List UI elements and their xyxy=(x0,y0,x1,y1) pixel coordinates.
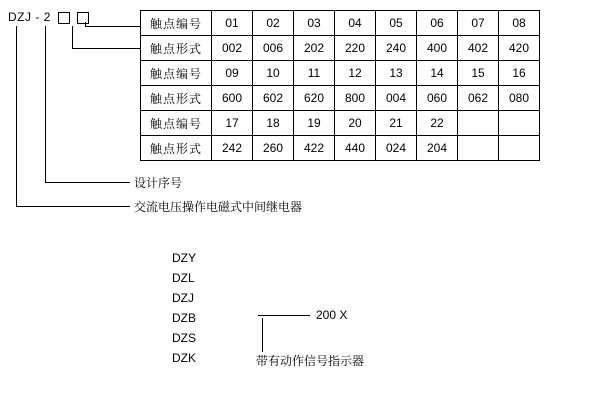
table-cell: 600 xyxy=(212,86,253,111)
table-row xyxy=(141,111,540,136)
leader-product-name-horizontal xyxy=(16,206,130,207)
table-cell: 06 xyxy=(417,11,458,36)
table-cell: 220 xyxy=(335,36,376,61)
row-header: 触点编号 xyxy=(141,11,212,36)
contact-code-table xyxy=(140,10,540,161)
callout-product-name-label: 交流电压操作电磁式中间继电器 xyxy=(134,200,303,214)
row-header: 触点形式 xyxy=(141,86,212,111)
table-cell: 14 xyxy=(417,61,458,86)
table-cell: 420 xyxy=(499,36,540,61)
series-note xyxy=(256,352,364,369)
table-cell: 242 xyxy=(212,136,253,161)
table-cell xyxy=(458,136,499,161)
table-cell: 002 xyxy=(212,36,253,61)
table-cell: 11 xyxy=(294,61,335,86)
table-cell: 204 xyxy=(417,136,458,161)
leader-contact-form-horizontal xyxy=(85,26,140,27)
table-cell: 01 xyxy=(212,11,253,36)
table-cell: 800 xyxy=(335,86,376,111)
table-cell: 062 xyxy=(458,86,499,111)
table-cell: 13 xyxy=(376,61,417,86)
callout-product-name xyxy=(134,198,302,215)
table-row xyxy=(141,11,540,36)
model-dash: - xyxy=(35,10,40,24)
model-box-1 xyxy=(58,12,70,24)
table-cell: 03 xyxy=(294,11,335,36)
table-cell: 09 xyxy=(212,61,253,86)
table-cell: 620 xyxy=(294,86,335,111)
model-series-number: 2 xyxy=(43,10,51,24)
table-cell: 12 xyxy=(335,61,376,86)
table-cell: 04 xyxy=(335,11,376,36)
table-cell: 602 xyxy=(253,86,294,111)
list-item: DZJ xyxy=(172,291,194,305)
table-row xyxy=(141,86,540,111)
series-list xyxy=(172,248,196,368)
table-cell: 15 xyxy=(458,61,499,86)
table-cell xyxy=(458,111,499,136)
list-item: DZY xyxy=(172,251,196,265)
series-code-callout xyxy=(252,308,347,322)
table-cell: 20 xyxy=(335,111,376,136)
table-cell: 22 xyxy=(417,111,458,136)
table-cell: 17 xyxy=(212,111,253,136)
leader-contact-code-vertical xyxy=(72,26,73,48)
table-row xyxy=(141,36,540,61)
series-code-leader xyxy=(258,315,310,316)
table-cell: 402 xyxy=(458,36,499,61)
table-cell: 060 xyxy=(417,86,458,111)
callout-design-number xyxy=(134,174,182,191)
row-header: 触点编号 xyxy=(141,111,212,136)
contact-code-table-body xyxy=(141,11,540,161)
table-cell: 024 xyxy=(376,136,417,161)
table-cell: 16 xyxy=(499,61,540,86)
model-code xyxy=(8,10,89,24)
leader-contact-code-horizontal xyxy=(72,48,140,49)
table-cell: 080 xyxy=(499,86,540,111)
list-item: DZS xyxy=(172,331,196,345)
table-cell: 440 xyxy=(335,136,376,161)
table-cell: 19 xyxy=(294,111,335,136)
table-cell: 05 xyxy=(376,11,417,36)
leader-design-number-vertical xyxy=(45,26,46,182)
table-cell: 004 xyxy=(376,86,417,111)
model-box-2 xyxy=(77,12,89,24)
table-cell xyxy=(499,111,540,136)
leader-design-number-horizontal xyxy=(45,182,130,183)
table-row xyxy=(141,136,540,161)
table-cell xyxy=(499,136,540,161)
series-code-label: 200 X xyxy=(316,308,348,322)
table-cell: 10 xyxy=(253,61,294,86)
table-cell: 02 xyxy=(253,11,294,36)
list-item: DZK xyxy=(172,351,196,365)
table-row xyxy=(141,61,540,86)
callout-design-number-label: 设计序号 xyxy=(134,176,183,190)
table-cell: 400 xyxy=(417,36,458,61)
table-cell: 240 xyxy=(376,36,417,61)
table-cell: 07 xyxy=(458,11,499,36)
table-cell: 260 xyxy=(253,136,294,161)
series-note-leader xyxy=(262,318,263,352)
table-cell: 422 xyxy=(294,136,335,161)
table-cell: 08 xyxy=(499,11,540,36)
row-header: 触点形式 xyxy=(141,36,212,61)
table-cell: 18 xyxy=(253,111,294,136)
table-cell: 006 xyxy=(253,36,294,61)
table-cell: 21 xyxy=(376,111,417,136)
row-header: 触点形式 xyxy=(141,136,212,161)
leader-product-name-vertical xyxy=(16,26,17,206)
list-item: DZL xyxy=(172,271,195,285)
row-header: 触点编号 xyxy=(141,61,212,86)
series-note-label: 带有动作信号指示器 xyxy=(256,354,365,368)
model-prefix: DZJ xyxy=(8,10,32,24)
table-cell: 202 xyxy=(294,36,335,61)
list-item: DZB xyxy=(172,311,196,325)
